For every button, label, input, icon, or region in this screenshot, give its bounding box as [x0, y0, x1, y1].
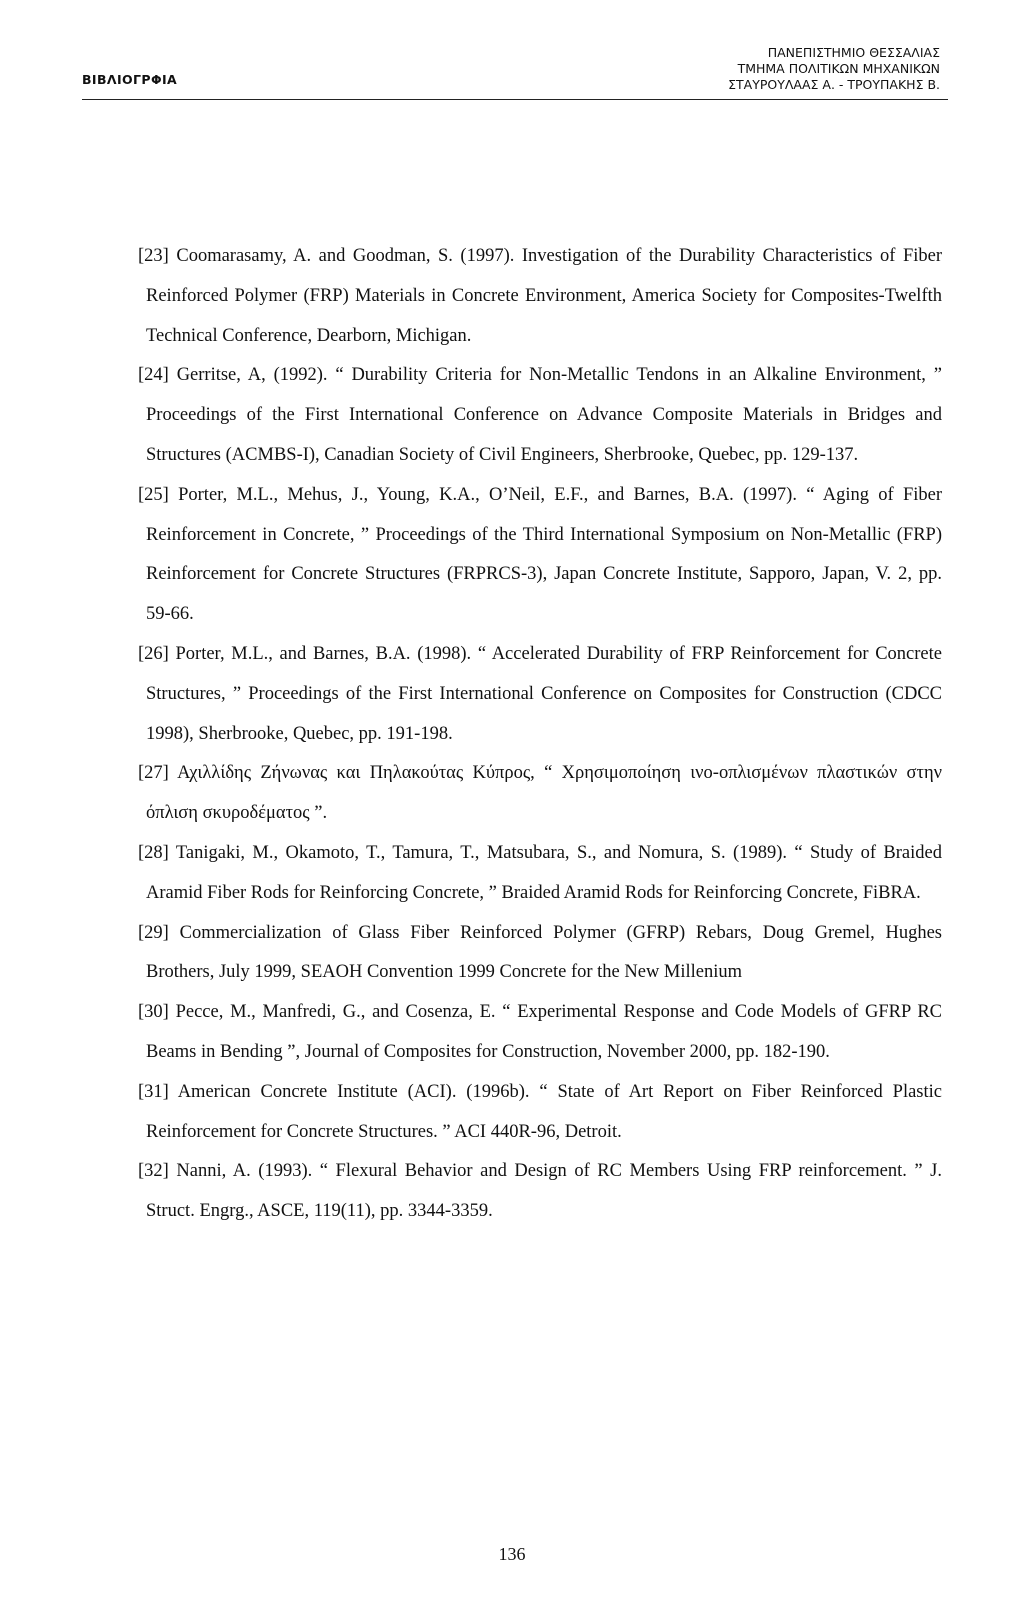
reference-label: [29] [138, 922, 169, 943]
header-department: ΤΜΗΜΑ ΠΟΛΙΤΙΚΩΝ ΜΗΧΑΝΙΚΩΝ [737, 61, 940, 76]
reference-label: [25] [138, 484, 169, 505]
reference-label: [28] [138, 842, 169, 863]
reference-label: [32] [138, 1161, 169, 1182]
reference-text: Commercialization of Glass Fiber Reinforced Polymer (GFRP) Rebars, Doug Gremel, Hughes Brothers, July 1999, SEAOH Convention 1999 Concrete for the New Millenium [146, 922, 943, 983]
reference-item [138, 914, 943, 994]
reference-label: [30] [138, 1002, 169, 1023]
reference-item [138, 356, 942, 475]
header-university: ΠΑΝΕΠΙΣΤΗΜΙΟ ΘΕΣΣΑΛΙΑΣ [767, 45, 940, 60]
reference-label: [31] [138, 1081, 169, 1102]
reference-text: Αχιλλίδης Ζήνωνας και Πηλακούτας Κύπρος, “ Χρησιμοποίηση ινο-οπλισμένων πλαστικών στην όπλιση σκυροδέματος ”. [146, 763, 942, 824]
reference-item [138, 754, 942, 834]
reference-label: [27] [138, 763, 169, 784]
reference-label: [24] [138, 365, 169, 386]
reference-list [138, 237, 943, 1232]
reference-item [138, 635, 942, 754]
reference-text: Tanigaki, M., Okamoto, T., Tamura, T., Matsubara, S., and Nomura, S. (1989). “ Study of Braided Aramid Fiber Rods for Reinforcing Concrete, ” Braided Aramid Rods for Reinforcing Concrete, FiBRA. [146, 842, 942, 903]
header-authors: ΣΤΑΥΡΟΥΛΑΑΣ Α. - ΤΡΟΥΠΑΚΗΣ Β. [728, 77, 940, 92]
header-section-title: ΒΙΒΛΙΟΓΡΦΙΑ [82, 72, 178, 87]
reference-text: Nanni, A. (1993). “ Flexural Behavior and Design of RC Members Using FRP reinforcement. ” J. Struct. Engrg., ASCE, 119(11), pp. 3344-3359. [146, 1161, 943, 1222]
header-divider [82, 99, 948, 100]
reference-text: American Concrete Institute (ACI). (1996b). “ State of Art Report on Fiber Reinforced Plastic Reinforcement for Concrete Structures. ” ACI 440R-96, Detroit. [146, 1081, 942, 1142]
page-number: 136 [498, 1544, 526, 1564]
reference-item [138, 1073, 942, 1153]
reference-text: Pecce, M., Manfredi, G., and Cosenza, E. “ Experimental Response and Code Models of GFRP RC Beams in Bending ”, Journal of Composites for Construction, November 2000, pp. 182-190. [146, 1002, 942, 1062]
reference-item [138, 834, 942, 914]
reference-text: Gerritse, A, (1992). “ Durability Criteria for Non-Metallic Tendons in an Alkaline Environment, ” Proceedings of the First International Conference on Advance Composite Materials in Bridges and Structures (ACMBS-I), Canadian Society of Civil Engineers, Sherbrooke, Quebec, pp. 129-137. [146, 365, 942, 465]
reference-item [138, 993, 942, 1073]
reference-item [138, 237, 943, 356]
reference-text: Coomarasamy, A. and Goodman, S. (1997). Investigation of the Durability Characteristics of Fiber Reinforced Polymer (FRP) Materials in Concrete Environment, America Society for Composites-Twelfth Technical Conference, Dearborn, Michigan. [146, 246, 943, 346]
reference-text: Porter, M.L., Mehus, J., Young, K.A., O’Neil, E.F., and Barnes, B.A. (1997). “ Aging of Fiber Reinforcement in Concrete, ” Proceedings of the Third International Symposium on Non-Metallic (FRP) Reinforcement for Concrete Structures (FRPRCS-3), Japan Concrete Institute, Sapporo, Japan, V. 2, pp. 59-66. [146, 484, 942, 625]
header-institution [728, 45, 940, 93]
reference-label: [26] [138, 643, 169, 664]
reference-label: [23] [138, 246, 169, 266]
reference-item [138, 476, 942, 635]
reference-item [138, 1152, 943, 1232]
reference-text: Porter, M.L., and Barnes, B.A. (1998). “ Accelerated Durability of FRP Reinforcement for Concrete Structures, ” Proceedings of the First International Conference on Composites for Construction (CDCC 1998), Sherbrooke, Quebec, pp. 191-198. [146, 643, 942, 744]
